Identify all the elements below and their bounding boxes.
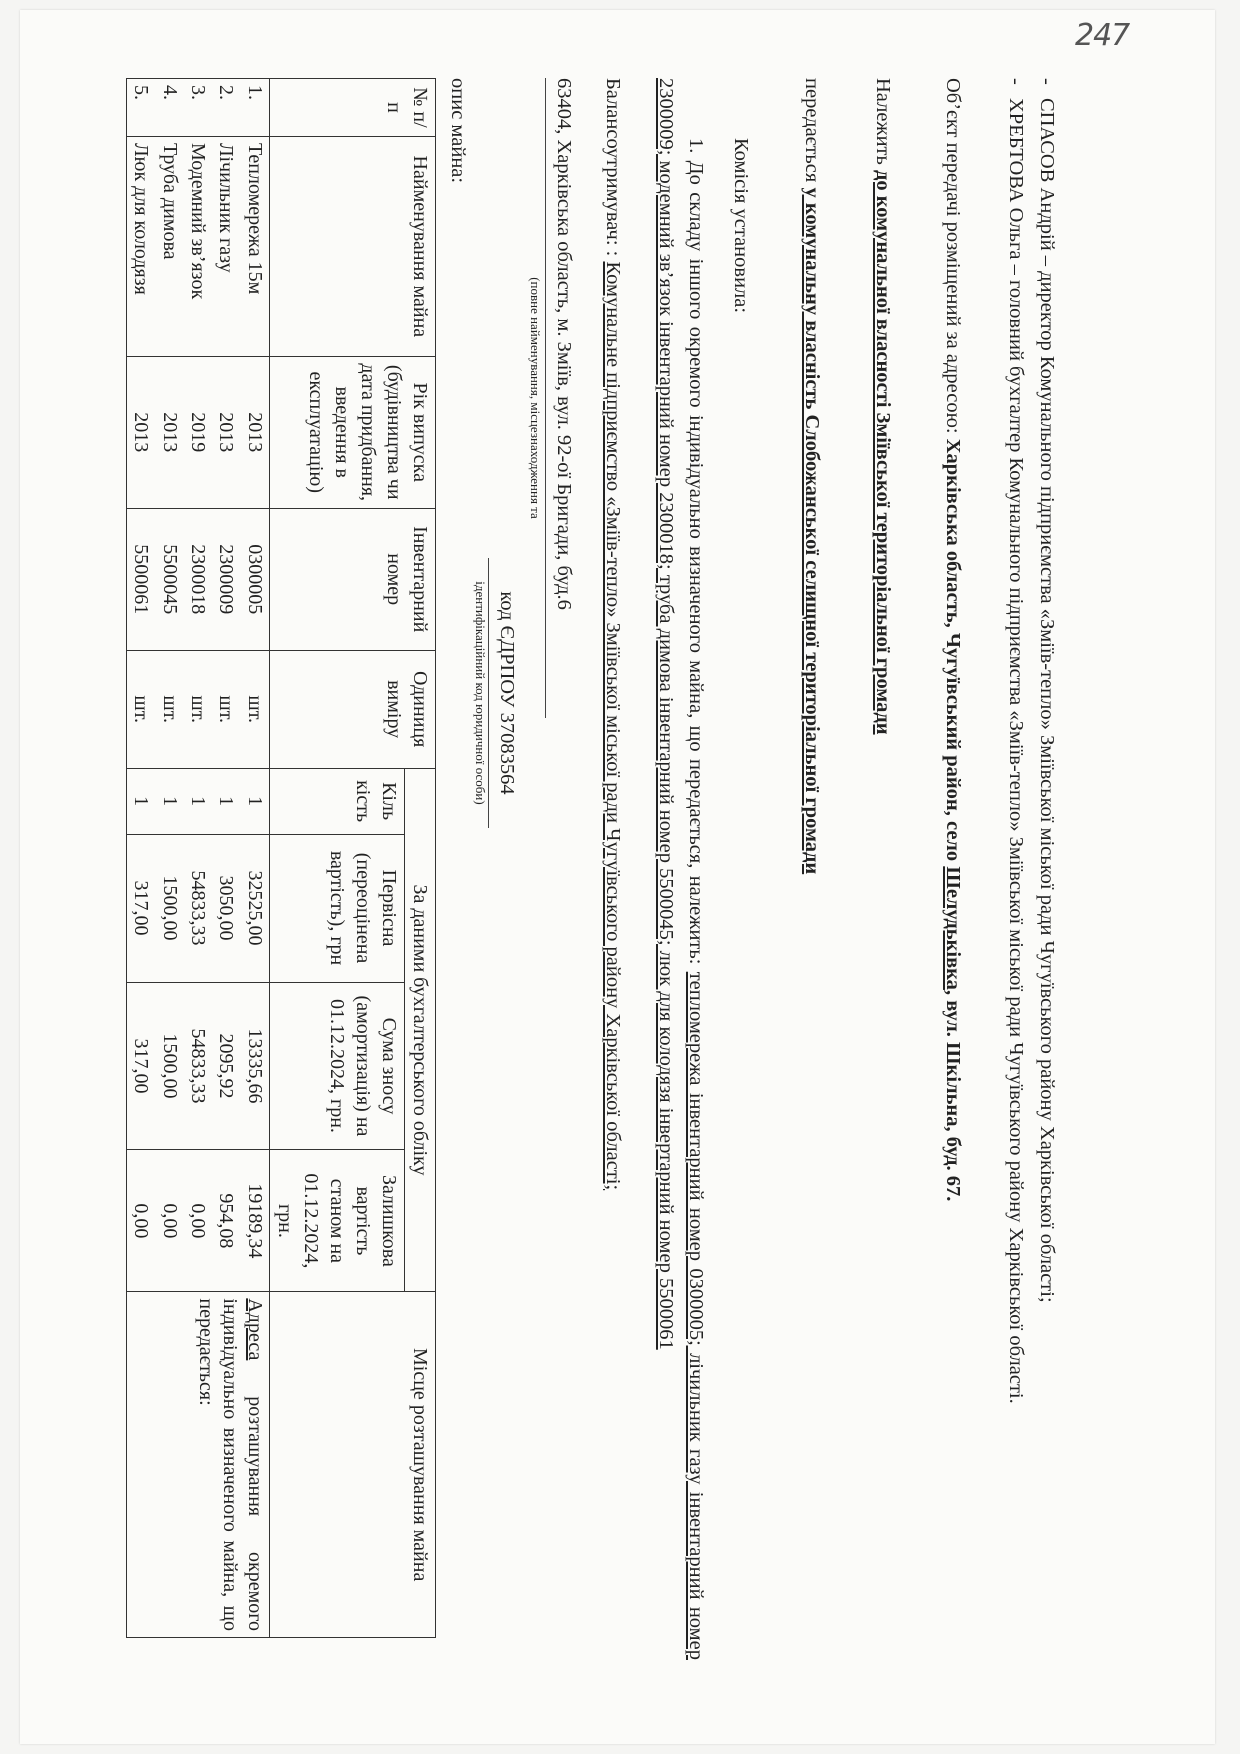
header-residual: Залишкова вартість станом на 01.12.2024, грн. — [269, 1150, 404, 1292]
cell-name: Труба димова — [155, 136, 183, 356]
cell-qty: 1 — [240, 768, 269, 834]
cell-unit: шт. — [240, 650, 269, 768]
cell-name: Люк для колодязя — [126, 136, 155, 356]
cell-unit: шт. — [184, 650, 212, 768]
cell-qty: 1 — [184, 768, 212, 834]
header-location: Місце розташування майна — [269, 1292, 435, 1638]
commission-member-1: -СПАСОВ Андрій – директор Комунального підприємства «Зміїв-тепло» Зміївської міської ради Чугуївського району Харківської області; — [1036, 78, 1058, 1303]
cell-initial: 1500,00 — [155, 834, 183, 982]
cell-initial: 317,00 — [126, 834, 155, 982]
cell-name: Модемний зв’язок — [184, 136, 212, 356]
cell-depreciation: 1500,00 — [155, 982, 183, 1150]
balance-holder-caption: (повне найменування, місцезнаходження та — [528, 277, 544, 519]
balance-holder: Балансоутримувач: : Комунальне підприємство «Зміїв-тепло» Зміївської міської ради Чугуївського району Харківської області; — [602, 78, 624, 1191]
cell-year: 2013 — [126, 356, 155, 508]
balance-holder-address: 63404, Харківська область, м. Зміїв, вул. 92-ої Бригади, буд.6 — [546, 78, 580, 718]
header-inventory: Інвентарний номер — [269, 508, 435, 650]
header-num: № п/п — [269, 79, 435, 137]
commission-found: Комісія установила: — [730, 138, 753, 314]
finding-paragraph: 1. До складу іншого окремого індивідуально визначеного майна, що передається, належить: тепломережа інвентарний номер 0300005; лічильник газу інвентарний номер 2300009; модемний зв’язок інвентарний номер 2300018; труба димова інвентарний номер 5500045; люк для колодязя інвертарний номер 5500061 — [654, 78, 708, 1660]
cell-name: Тепломережа 15м — [240, 136, 269, 356]
header-year: Рік випуска (будівництва чи дата придбання, введення в експлуатацію) — [269, 356, 435, 508]
cell-depreciation: 13335,66 — [240, 982, 269, 1150]
cell-unit: шт. — [155, 650, 183, 768]
cell-inventory: 5500061 — [126, 508, 155, 650]
edrpou-block — [473, 78, 522, 1660]
cell-inventory: 0300005 — [240, 508, 269, 650]
header-qty: Кіль кість — [269, 768, 404, 834]
cell-inventory: 2300009 — [212, 508, 240, 650]
cell-location: Адреса розташування окремого індивідуально визначеного майна, що передається: — [126, 1292, 269, 1638]
table-row — [240, 79, 269, 1638]
cell-initial: 3050,00 — [212, 834, 240, 982]
cell-residual: 0,00 — [184, 1150, 212, 1292]
cell-year: 2013 — [212, 356, 240, 508]
cell-qty: 1 — [212, 768, 240, 834]
object-address: Об’єкт передачі розміщений за адресою: Харківська область, Чугуївський район, село Шелудьківка, вул. Шкільна, буд. 67. — [942, 78, 965, 1202]
cell-residual: 0,00 — [155, 1150, 183, 1292]
cell-unit: шт. — [126, 650, 155, 768]
cell-unit: шт. — [212, 650, 240, 768]
document-body — [126, 50, 1080, 1690]
header-accounting: За даними бухгалтерського обліку — [404, 768, 435, 1292]
cell-qty: 1 — [155, 768, 183, 834]
header-depreciation: Сума зносу (амортизація) на 01.12.2024, грн. — [269, 982, 404, 1150]
edrpou-caption: ідентифікаційний код юридичної особи) — [473, 581, 489, 805]
cell-name: Лічильник газу — [212, 136, 240, 356]
rotated-page-content — [0, 50, 1080, 1690]
assets-table — [126, 78, 436, 1638]
cell-depreciation: 54833,33 — [184, 982, 212, 1150]
cell-residual: 19189,34 — [240, 1150, 269, 1292]
cell-residual: 0,00 — [126, 1150, 155, 1292]
cell-num: 3. — [184, 79, 212, 137]
cell-year: 2013 — [240, 356, 269, 508]
transferred-line: передається у комунальну власність Слобожанської селищної територіальної громади — [801, 78, 823, 875]
description-label: опис майна: — [446, 78, 469, 184]
belongs-line: Належить до комунальної власності Зміївської територіальної громади — [871, 78, 894, 735]
commission-member-2: -ХРЕБТОВА Ольга – головний бухгалтер Комунального підприємства «Зміїв-тепло» Зміївської міської ради Чугуївського району Харківської області. — [1005, 78, 1028, 1404]
cell-num: 2. — [212, 79, 240, 137]
cell-depreciation: 317,00 — [126, 982, 155, 1150]
cell-depreciation: 2095,92 — [212, 982, 240, 1150]
cell-num: 5. — [126, 79, 155, 137]
page-number: 247 — [1075, 18, 1130, 53]
header-unit: Одиниця виміру — [269, 650, 435, 768]
cell-initial: 54833,33 — [184, 834, 212, 982]
header-initial: Первісна (переоцінена вартість), грн — [269, 834, 404, 982]
header-name: Найменування майна — [269, 136, 435, 356]
edrpou-code: код ЄДРПОУ 37083564 — [488, 558, 522, 828]
cell-num: 1. — [240, 79, 269, 137]
cell-year: 2019 — [184, 356, 212, 508]
cell-inventory: 5500045 — [155, 508, 183, 650]
cell-num: 4. — [155, 79, 183, 137]
cell-qty: 1 — [126, 768, 155, 834]
cell-initial: 32525,00 — [240, 834, 269, 982]
cell-year: 2013 — [155, 356, 183, 508]
cell-residual: 954,08 — [212, 1150, 240, 1292]
cell-inventory: 2300018 — [184, 508, 212, 650]
